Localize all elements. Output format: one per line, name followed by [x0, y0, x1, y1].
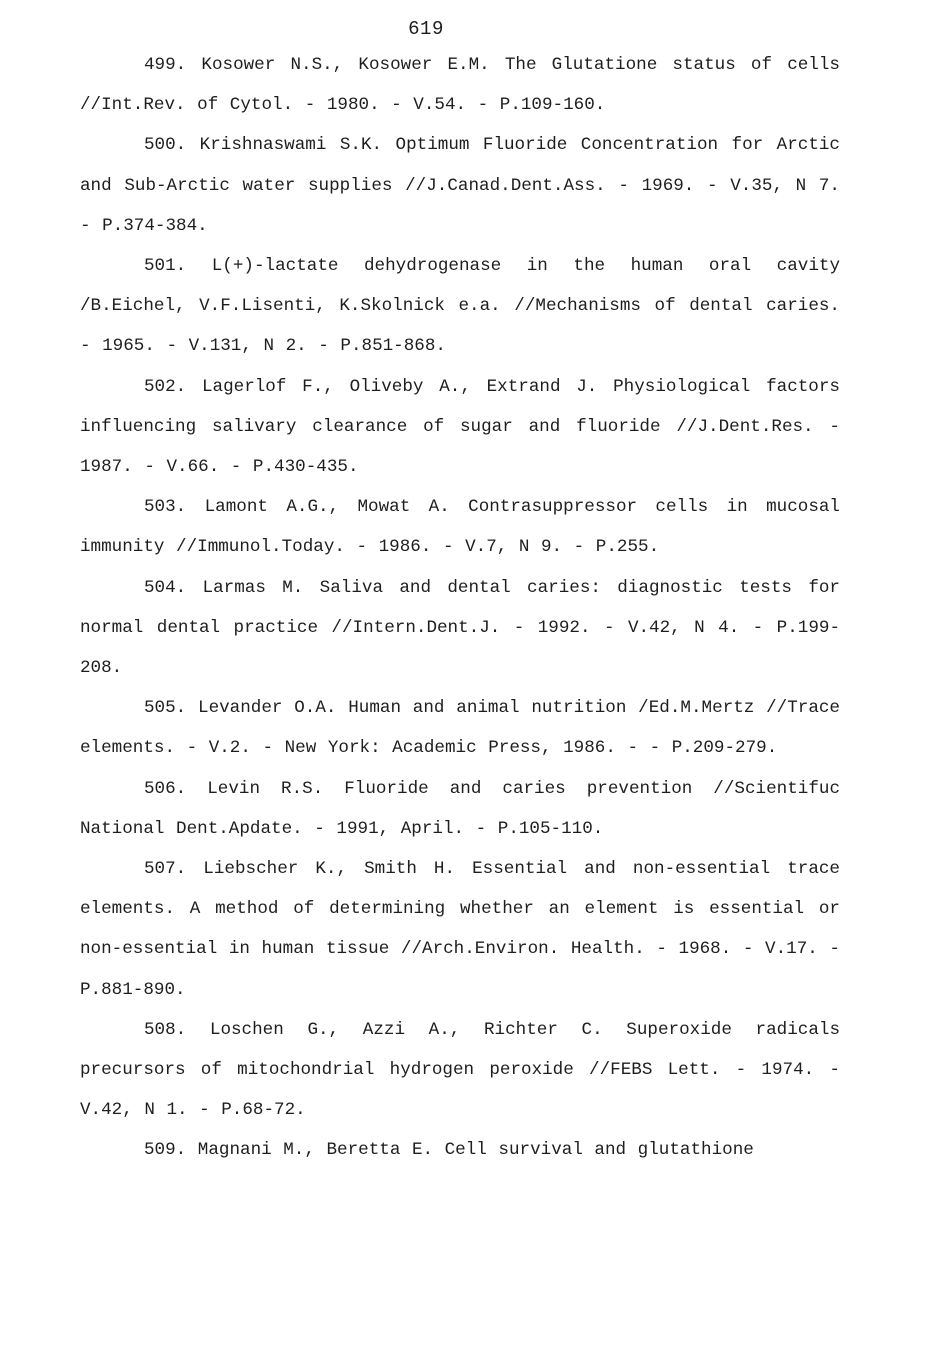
reference-entry: 502. Lagerlof F., Oliveby A., Extrand J. Physiological factors influencing salivary clearance of sugar and fluoride //J.Dent.Res. - 1987. - V.66. - P.430-435. — [80, 376, 840, 478]
page-number: 619 — [408, 18, 444, 40]
reference-entry: 499. Kosower N.S., Kosower E.M. The Glutatione status of cells //Int.Rev. of Cytol. - 1980. - V.54. - P.109-160. — [80, 55, 840, 116]
reference-entry: 505. Levander O.A. Human and animal nutrition /Ed.M.Mertz //Trace elements. - V.2. - New York: Academic Press, 1986. - - P.209-279. — [80, 698, 840, 759]
reference-entry: 503. Lamont A.G., Mowat A. Contrasuppressor cells in mucosal immunity //Immunol.Today. - 1986. - V.7, N 9. - P.255. — [80, 497, 840, 558]
reference-entry: 506. Levin R.S. Fluoride and caries prevention //Scientifuc National Dent.Apdate. - 1991, April. - P.105-110. — [80, 778, 840, 839]
reference-entry: 500. Krishnaswami S.K. Optimum Fluoride Concentration for Arctic and Sub-Arctic water supplies //J.Canad.Dent.Ass. - 1969. - V.35, N 7. - P.374-384. — [80, 135, 840, 236]
reference-entry: 509. Magnani M., Beretta E. Cell survival and glutathione — [144, 1140, 754, 1161]
reference-entry: 508. Loschen G., Azzi A., Richter C. Superoxide radicals precursors of mitochondrial hydrogen peroxide //FEBS Lett. - 1974. - V.42, N 1. - P.68-72. — [80, 1019, 840, 1121]
reference-entry: 501. L(+)-lactate dehydrogenase in the human oral cavity /B.Eichel, V.F.Lisenti, K.Skolnick e.a. //Mechanisms of dental caries. - 1965. - V.131, N 2. - P.851-868. — [80, 256, 840, 357]
reference-entry: 507. Liebscher K., Smith H. Essential and non-essential trace elements. A method of determining whether an element is essential or non-essential in human tissue //Arch.Environ. Health. - 1968. - V.17. - P.881-890. — [80, 859, 840, 1000]
reference-entry: 504. Larmas M. Saliva and dental caries: diagnostic tests for normal dental practice //Intern.Dent.J. - 1992. - V.42, N 4. - P.199-208. — [80, 577, 840, 679]
reference-list — [80, 45, 840, 1171]
